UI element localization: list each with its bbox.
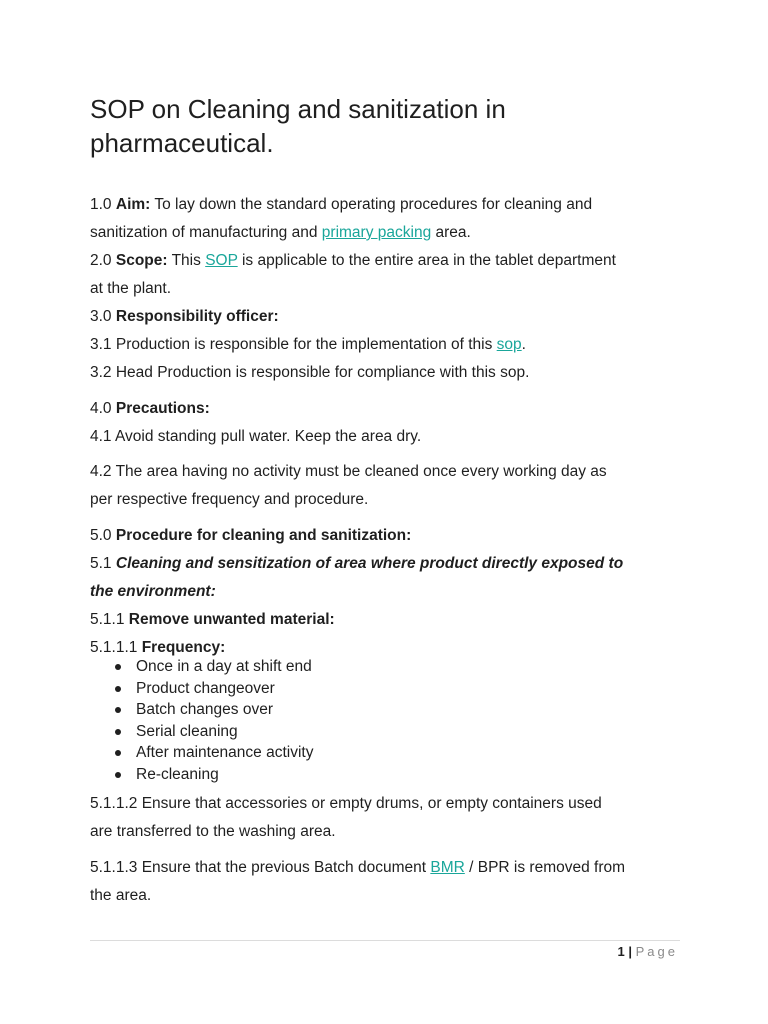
bullet-icon [115,686,121,692]
footer-divider [90,940,680,941]
section-5-1-line-2: the environment: [90,583,216,600]
section-5-1-1: 5.1.1 Remove unwanted material: [90,611,335,628]
scope-line-2: at the plant. [90,280,172,297]
section-5-1-1-3-line-1: 5.1.1.3 Ensure that the previous Batch document BMR / BPR is removed from [90,859,626,876]
scope-line-1: 2.0 Scope: This SOP is applicable to the entire area in the tablet department [90,252,616,269]
frequency-list [90,656,313,786]
bullet-icon [115,772,121,778]
section-5-1-1-2-line-2: are transferred to the washing area. [90,823,336,840]
precautions-heading: 4.0 Precautions: [90,400,210,417]
list-item: Once in a day at shift end [90,656,313,678]
bullet-icon [115,707,121,713]
responsibility-item-2: 3.2 Head Production is responsible for compliance with this sop. [90,364,530,381]
bmr-link[interactable]: BMR [430,859,465,876]
list-item: Product changeover [90,678,313,700]
page-number: 1 [617,944,625,959]
bullet-icon [115,729,121,735]
procedure-heading: 5.0 Procedure for cleaning and sanitization: [90,527,412,544]
section-5-1-1-3-line-2: the area. [90,887,152,904]
page-title: SOP on Cleaning and sanitization in pharmaceutical. [90,94,506,158]
bullet-icon [115,664,121,670]
precaution-item-2-line-2: per respective frequency and procedure. [90,491,369,508]
list-item: Batch changes over [90,699,313,721]
primary-packing-link[interactable]: primary packing [321,224,432,241]
list-item: Serial cleaning [90,721,313,743]
document-page [90,0,680,1024]
responsibility-heading: 3.0 Responsibility officer: [90,308,279,325]
list-item: Re-cleaning [90,764,313,786]
precaution-item-1: 4.1 Avoid standing pull water. Keep the area dry. [90,428,422,445]
aim-label: Aim: [115,196,151,213]
sop-lowercase-link[interactable]: sop [496,336,522,353]
bullet-icon [115,750,121,756]
aim-line-1: 1.0 Aim: To lay down the standard operating procedures for cleaning and [90,196,593,213]
section-5-1-1-1: 5.1.1.1 Frequency: [90,639,226,656]
precaution-item-2-line-1: 4.2 The area having no activity must be cleaned once every working day as [90,463,607,480]
section-5-1-1-2-line-1: 5.1.1.2 Ensure that accessories or empty drums, or empty containers used [90,795,602,812]
aim-line-2: sanitization of manufacturing and primary packing area. [90,224,471,241]
sop-link[interactable]: SOP [205,252,238,269]
responsibility-item-1: 3.1 Production is responsible for the implementation of this sop. [90,336,526,353]
page-label: Page [635,944,678,959]
list-item: After maintenance activity [90,742,313,764]
scope-label: Scope: [115,252,168,269]
page-footer: 1 | Page [617,944,678,959]
section-5-1-line-1: 5.1 Cleaning and sensitization of area where product directly exposed to [90,555,624,572]
